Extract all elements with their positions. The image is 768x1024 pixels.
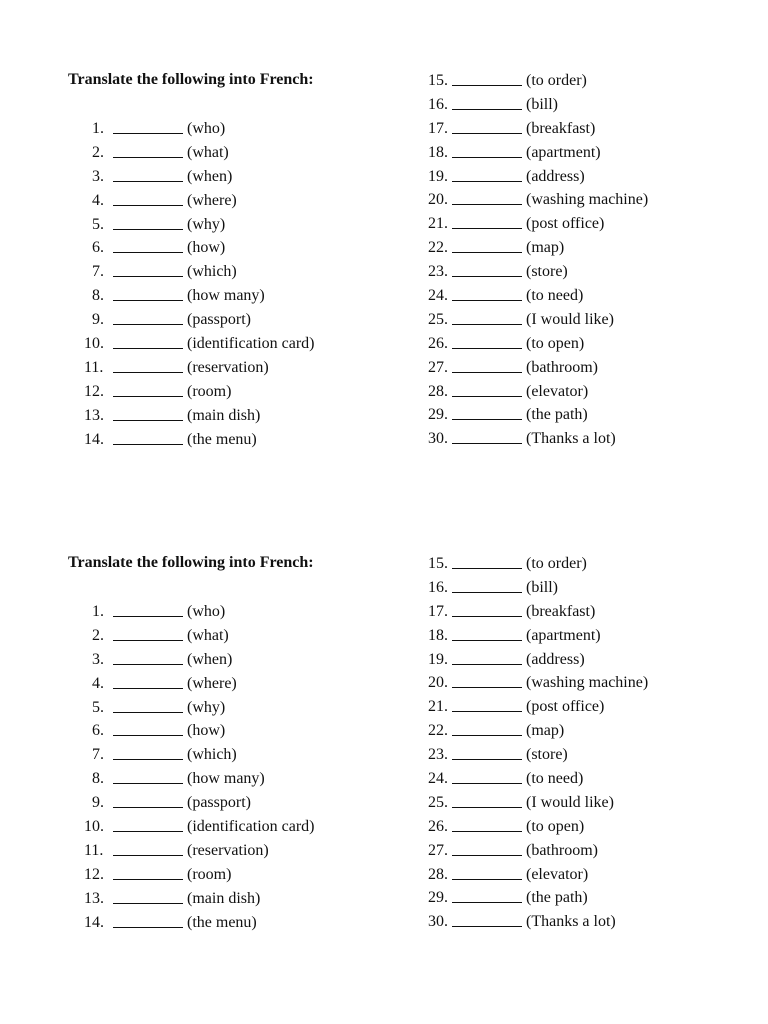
english-term: (Thanks a lot) (526, 913, 616, 931)
question-number: 4. (92, 191, 104, 209)
question-item (84, 863, 315, 887)
english-term: (why) (187, 215, 226, 233)
answer-blank[interactable] (452, 576, 522, 593)
question-number: 5. (92, 215, 104, 233)
answer-blank[interactable] (113, 189, 183, 206)
question-item (428, 141, 648, 165)
english-term: (to order) (526, 555, 587, 572)
english-term: (to need) (526, 770, 584, 788)
question-item (428, 839, 648, 863)
english-term: (room) (187, 382, 232, 400)
question-number: 13. (84, 889, 104, 907)
question-number: 22. (428, 239, 448, 257)
question-item (428, 117, 648, 141)
answer-blank[interactable] (113, 308, 183, 325)
answer-blank[interactable] (113, 743, 183, 760)
answer-blank[interactable] (452, 260, 522, 277)
english-term: (to need) (526, 287, 584, 305)
question-number: 26. (428, 817, 448, 835)
english-term: (how many) (187, 770, 265, 788)
question-number: 8. (92, 770, 104, 788)
question-item (84, 284, 315, 308)
question-number: 19. (428, 167, 448, 185)
question-item (84, 911, 315, 935)
question-item (428, 427, 648, 451)
question-item (84, 404, 315, 428)
answer-blank[interactable] (113, 839, 183, 856)
answer-blank[interactable] (452, 552, 522, 569)
english-term: (what) (187, 626, 229, 644)
question-item (428, 910, 648, 934)
english-term: (the menu) (187, 430, 257, 448)
question-item (84, 428, 315, 452)
answer-blank[interactable] (113, 648, 183, 665)
english-term: (why) (187, 698, 226, 716)
question-item (428, 624, 648, 648)
english-term: (post office) (526, 698, 605, 716)
answer-blank[interactable] (452, 886, 522, 903)
english-term: (the menu) (187, 913, 257, 931)
answer-blank[interactable] (113, 332, 183, 349)
answer-blank[interactable] (113, 428, 183, 445)
english-term: (to order) (526, 72, 587, 89)
question-number: 5. (92, 698, 104, 716)
answer-blank[interactable] (113, 117, 183, 134)
question-number: 9. (92, 311, 104, 329)
english-term: (how many) (187, 287, 265, 305)
question-item (84, 696, 315, 720)
question-item (428, 284, 648, 308)
answer-blank[interactable] (452, 791, 522, 808)
answer-blank[interactable] (113, 696, 183, 713)
english-term: (store) (526, 746, 568, 764)
answer-blank[interactable] (452, 719, 522, 736)
question-item (84, 600, 315, 624)
english-term: (identification card) (187, 818, 315, 836)
question-number: 20. (428, 674, 448, 692)
question-item (428, 93, 648, 117)
question-number: 26. (428, 334, 448, 352)
answer-blank[interactable] (452, 671, 522, 688)
answer-blank[interactable] (113, 284, 183, 301)
answer-blank[interactable] (452, 600, 522, 617)
english-term: (to open) (526, 817, 585, 835)
english-term: (elevator) (526, 382, 589, 400)
english-term: (how) (187, 722, 226, 740)
question-number: 16. (428, 95, 448, 113)
english-term: (apartment) (526, 626, 601, 644)
english-term: (washing machine) (526, 674, 649, 692)
answer-blank[interactable] (452, 284, 522, 301)
question-item (428, 356, 648, 380)
question-number: 1. (92, 120, 104, 137)
question-item (84, 356, 315, 380)
answer-blank[interactable] (113, 236, 183, 253)
question-number: 17. (428, 119, 448, 137)
english-term: (map) (526, 722, 565, 740)
answer-blank[interactable] (452, 188, 522, 205)
english-term: (address) (526, 650, 585, 668)
question-item (428, 886, 648, 910)
question-number: 29. (428, 406, 448, 424)
question-number: 10. (84, 335, 104, 353)
english-term: (bathroom) (526, 841, 598, 859)
answer-blank[interactable] (113, 672, 183, 689)
question-item (428, 719, 648, 743)
english-term: (passport) (187, 794, 251, 812)
answer-blank[interactable] (113, 887, 183, 904)
english-term: (who) (187, 603, 226, 620)
question-item (84, 767, 315, 791)
answer-blank[interactable] (452, 863, 522, 880)
question-item (428, 308, 648, 332)
question-number: 17. (428, 602, 448, 620)
question-item (428, 743, 648, 767)
question-item (84, 839, 315, 863)
english-term: (where) (187, 674, 237, 692)
question-item (428, 648, 648, 672)
question-item (428, 69, 648, 93)
english-term: (bill) (526, 95, 558, 113)
question-item (428, 332, 648, 356)
question-item (84, 141, 315, 165)
english-term: (main dish) (187, 406, 261, 424)
question-number: 24. (428, 770, 448, 788)
question-number: 6. (92, 239, 104, 257)
english-term: (bathroom) (526, 358, 598, 376)
question-number: 7. (92, 263, 104, 281)
question-number: 11. (84, 841, 104, 859)
question-item (84, 308, 315, 332)
answer-blank[interactable] (452, 743, 522, 760)
question-list-left (84, 600, 315, 934)
question-number: 22. (428, 722, 448, 740)
english-term: (what) (187, 143, 229, 161)
worksheet-title: Translate the following into French: (68, 554, 314, 571)
answer-blank[interactable] (113, 165, 183, 182)
english-term: (I would like) (526, 793, 614, 811)
answer-blank[interactable] (452, 427, 522, 444)
question-number: 23. (428, 746, 448, 764)
question-number: 12. (84, 865, 104, 883)
question-number: 9. (92, 794, 104, 812)
english-term: (to open) (526, 334, 585, 352)
question-item (428, 863, 648, 887)
question-number: 15. (428, 72, 448, 89)
answer-blank[interactable] (452, 815, 522, 832)
answer-blank[interactable] (113, 767, 183, 784)
english-term: (reservation) (187, 841, 269, 859)
question-number: 28. (428, 865, 448, 883)
answer-blank[interactable] (452, 69, 522, 86)
question-number: 19. (428, 650, 448, 668)
question-number: 8. (92, 287, 104, 305)
question-number: 27. (428, 841, 448, 859)
answer-blank[interactable] (113, 141, 183, 158)
question-item (84, 815, 315, 839)
english-term: (store) (526, 263, 568, 281)
question-number: 15. (428, 555, 448, 572)
question-number: 18. (428, 143, 448, 161)
question-number: 18. (428, 626, 448, 644)
answer-blank[interactable] (113, 404, 183, 421)
question-number: 29. (428, 889, 448, 907)
question-number: 21. (428, 215, 448, 233)
question-item (84, 380, 315, 404)
question-number: 1. (92, 603, 104, 620)
question-number: 27. (428, 358, 448, 376)
english-term: (which) (187, 746, 237, 764)
question-number: 10. (84, 818, 104, 836)
english-term: (elevator) (526, 865, 589, 883)
english-term: (breakfast) (526, 119, 596, 137)
worksheet-bottom (0, 483, 768, 931)
question-item (84, 332, 315, 356)
answer-blank[interactable] (452, 403, 522, 420)
answer-blank[interactable] (113, 863, 183, 880)
question-list-right (428, 69, 648, 451)
english-term: (breakfast) (526, 602, 596, 620)
question-item (84, 672, 315, 696)
answer-blank[interactable] (452, 624, 522, 641)
english-term: (where) (187, 191, 237, 209)
question-number: 3. (92, 650, 104, 668)
question-item (428, 576, 648, 600)
worksheet-title: Translate the following into French: (68, 71, 314, 88)
english-term: (who) (187, 120, 226, 137)
question-number: 21. (428, 698, 448, 716)
question-number: 11. (84, 358, 104, 376)
question-number: 20. (428, 191, 448, 209)
question-item (428, 380, 648, 404)
answer-blank[interactable] (452, 117, 522, 134)
english-term: (post office) (526, 215, 605, 233)
english-term: (bill) (526, 578, 558, 596)
question-item (428, 165, 648, 189)
question-list-right (428, 552, 648, 934)
question-number: 6. (92, 722, 104, 740)
question-item (428, 188, 648, 212)
english-term: (washing machine) (526, 191, 649, 209)
question-item (84, 648, 315, 672)
question-number: 2. (92, 626, 104, 644)
answer-blank[interactable] (113, 213, 183, 230)
question-number: 28. (428, 382, 448, 400)
question-item (428, 600, 648, 624)
answer-blank[interactable] (452, 332, 522, 349)
answer-blank[interactable] (452, 695, 522, 712)
answer-blank[interactable] (113, 791, 183, 808)
question-number: 7. (92, 746, 104, 764)
question-item (84, 260, 315, 284)
answer-blank[interactable] (113, 380, 183, 397)
question-item (84, 719, 315, 743)
answer-blank[interactable] (452, 141, 522, 158)
answer-blank[interactable] (452, 356, 522, 373)
question-number: 25. (428, 310, 448, 328)
english-term: (how) (187, 239, 226, 257)
question-item (428, 791, 648, 815)
question-item (428, 212, 648, 236)
question-item (84, 165, 315, 189)
answer-blank[interactable] (452, 308, 522, 325)
english-term: (identification card) (187, 335, 315, 353)
question-item (428, 767, 648, 791)
english-term: (the path) (526, 406, 588, 424)
question-item (84, 213, 315, 237)
question-item (84, 236, 315, 260)
question-item (428, 815, 648, 839)
question-number: 4. (92, 674, 104, 692)
worksheet-top (0, 0, 768, 448)
question-number: 24. (428, 287, 448, 305)
question-item (84, 791, 315, 815)
question-item (84, 624, 315, 648)
english-term: (main dish) (187, 889, 261, 907)
english-term: (the path) (526, 889, 588, 907)
question-item (84, 189, 315, 213)
question-number: 3. (92, 167, 104, 185)
question-number: 23. (428, 263, 448, 281)
english-term: (room) (187, 865, 232, 883)
question-number: 13. (84, 406, 104, 424)
question-item (84, 743, 315, 767)
english-term: (which) (187, 263, 237, 281)
answer-blank[interactable] (113, 356, 183, 373)
answer-blank[interactable] (452, 839, 522, 856)
english-term: (when) (187, 167, 233, 185)
question-item (428, 403, 648, 427)
question-number: 12. (84, 382, 104, 400)
question-item (428, 695, 648, 719)
answer-blank[interactable] (113, 624, 183, 641)
answer-blank[interactable] (113, 911, 183, 928)
answer-blank[interactable] (113, 815, 183, 832)
question-item (84, 117, 315, 141)
question-item (428, 552, 648, 576)
answer-blank[interactable] (452, 380, 522, 397)
english-term: (Thanks a lot) (526, 430, 616, 448)
answer-blank[interactable] (452, 648, 522, 665)
question-number: 25. (428, 793, 448, 811)
question-number: 14. (84, 913, 104, 931)
answer-blank[interactable] (452, 767, 522, 784)
question-number: 14. (84, 430, 104, 448)
answer-blank[interactable] (452, 236, 522, 253)
question-item (428, 260, 648, 284)
question-number: 30. (428, 913, 448, 931)
english-term: (map) (526, 239, 565, 257)
answer-blank[interactable] (452, 212, 522, 229)
english-term: (address) (526, 167, 585, 185)
question-number: 2. (92, 143, 104, 161)
question-item (428, 236, 648, 260)
answer-blank[interactable] (113, 260, 183, 277)
english-term: (reservation) (187, 358, 269, 376)
answer-blank[interactable] (113, 719, 183, 736)
english-term: (I would like) (526, 310, 614, 328)
answer-blank[interactable] (452, 93, 522, 110)
question-item (428, 671, 648, 695)
answer-blank[interactable] (452, 910, 522, 927)
question-list-left (84, 117, 315, 451)
question-number: 16. (428, 578, 448, 596)
english-term: (when) (187, 650, 233, 668)
answer-blank[interactable] (113, 600, 183, 617)
question-number: 30. (428, 430, 448, 448)
english-term: (passport) (187, 311, 251, 329)
answer-blank[interactable] (452, 165, 522, 182)
english-term: (apartment) (526, 143, 601, 161)
question-item (84, 887, 315, 911)
